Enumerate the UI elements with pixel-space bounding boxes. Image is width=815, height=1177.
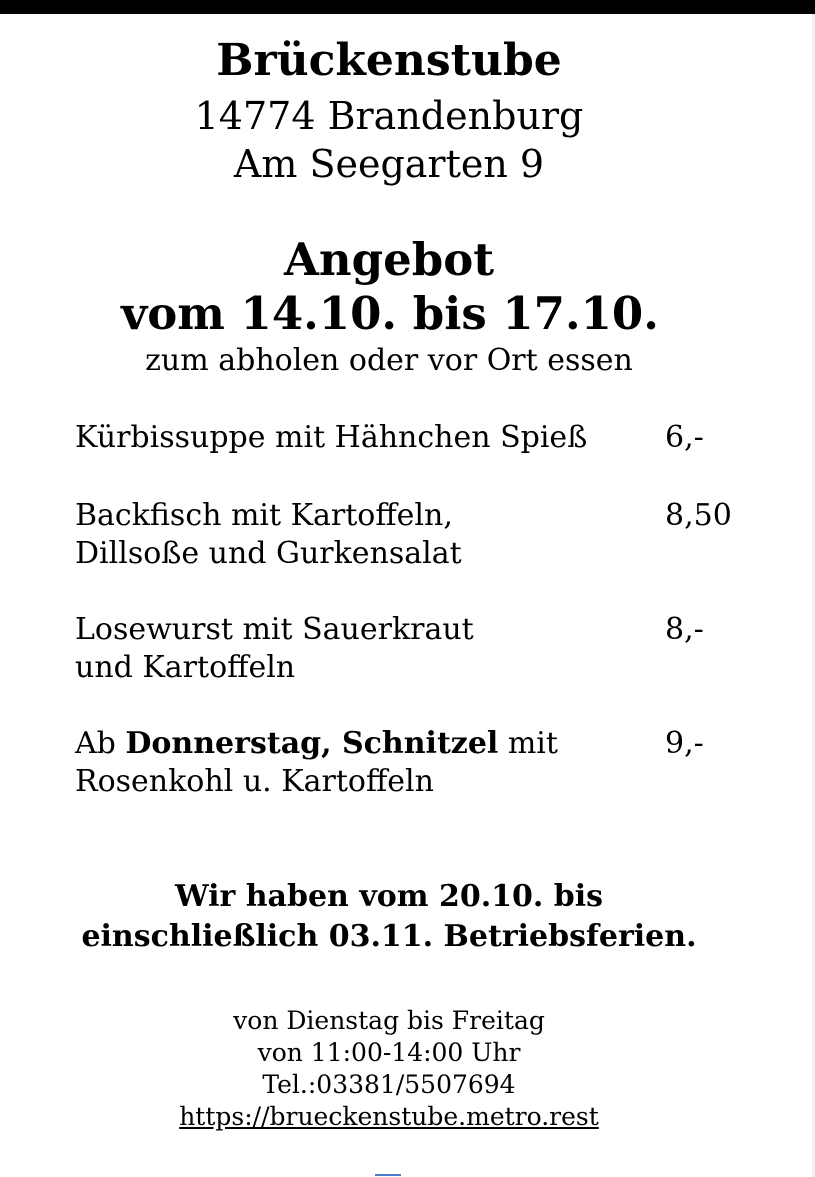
phone-number: Tel.:03381/5507694 xyxy=(262,1070,516,1099)
menu-item-1-price: 6,- xyxy=(665,420,704,455)
menu-item-4 xyxy=(75,725,558,801)
menu-item-4-highlight: Donnerstag, Schnitzel xyxy=(125,726,499,761)
menu-item-2-line1: Backfisch mit Kartoffeln, xyxy=(75,498,453,533)
menu-item-2 xyxy=(75,497,462,573)
menu-item-4-prefix: Ab xyxy=(75,726,126,761)
offer-dates: vom 14.10. bis 17.10. xyxy=(121,287,659,340)
menu-item-4-line2: Rosenkohl u. Kartoffeln xyxy=(75,764,434,799)
menu-item-1-line1: Kürbissuppe mit Hähnchen Spieß xyxy=(75,420,588,455)
opening-days: von Dienstag bis Freitag xyxy=(233,1006,545,1035)
menu-item-4-price: 9,- xyxy=(665,726,704,761)
restaurant-name: Brückenstube xyxy=(216,35,562,86)
menu-item-3-price: 8,- xyxy=(665,612,704,647)
menu-item-4-suffix: mit xyxy=(498,726,558,761)
address-city: 14774 Brandenburg xyxy=(194,94,584,138)
menu-item-4-line1 xyxy=(75,725,558,763)
offer-title: Angebot xyxy=(284,233,494,286)
menu-item-2-line2: Dillsoße und Gurkensalat xyxy=(75,536,462,571)
opening-hours: von 11:00-14:00 Uhr xyxy=(257,1038,521,1067)
page-marker xyxy=(375,1174,401,1176)
menu-item-2-price: 8,50 xyxy=(665,498,732,533)
offer-subtitle: zum abholen oder vor Ort essen xyxy=(145,343,633,378)
menu-item-1 xyxy=(75,419,587,457)
menu-item-3 xyxy=(75,611,474,687)
top-border xyxy=(0,0,815,14)
menu-item-3-line1: Losewurst mit Sauerkraut xyxy=(75,612,474,647)
website-link[interactable]: https://brueckenstube.metro.rest xyxy=(179,1102,599,1131)
holiday-notice-line1: Wir haben vom 20.10. bis xyxy=(174,879,604,914)
menu-item-3-line2: und Kartoffeln xyxy=(75,650,296,685)
address-street: Am Seegarten 9 xyxy=(233,142,545,186)
holiday-notice-line2: einschließlich 03.11. Betriebsferien. xyxy=(81,919,697,954)
